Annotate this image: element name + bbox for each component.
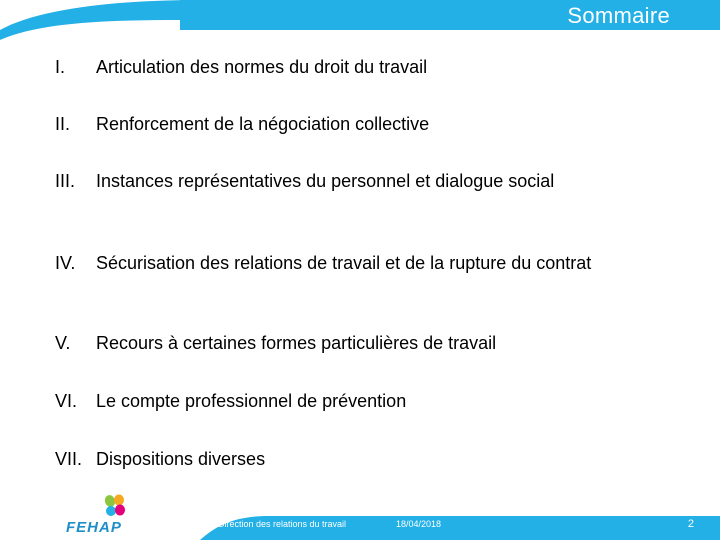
toc-item xyxy=(55,332,645,355)
toc-item-text: Instances représentatives du personnel et dialogue social xyxy=(96,171,555,191)
toc-item xyxy=(55,390,645,413)
toc-item xyxy=(55,252,645,275)
fehap-clover-logo-icon xyxy=(62,492,132,536)
toc-item-text: Recours à certaines formes particulières de travail xyxy=(96,333,497,353)
toc-item-number: VI. xyxy=(55,391,78,411)
toc-item-text: Articulation des normes du droit du travail xyxy=(96,57,428,77)
svg-text:FEHAP: FEHAP xyxy=(66,519,122,536)
slide-title: Sommaire xyxy=(567,3,670,28)
toc-item-text: Sécurisation des relations de travail et de la rupture du contrat xyxy=(96,253,592,273)
toc-item xyxy=(55,448,645,471)
toc-item-text: Dispositions diverses xyxy=(96,449,266,469)
footer-department: Direction des relations du travail xyxy=(218,519,347,529)
toc-item xyxy=(55,56,645,79)
toc-item-number: I. xyxy=(55,57,66,77)
toc-item-number: V. xyxy=(55,333,71,353)
toc-item-number: III. xyxy=(55,171,76,191)
toc-item-text: Renforcement de la négociation collective xyxy=(96,114,430,134)
toc-item-text: Le compte professionnel de prévention xyxy=(96,391,407,411)
toc-item-number: VII. xyxy=(55,449,83,469)
footer-date: 18/04/2018 xyxy=(396,519,442,529)
page-number: 2 xyxy=(687,518,694,530)
toc-item xyxy=(55,113,645,136)
toc-item-number: II. xyxy=(55,114,71,134)
toc-item xyxy=(55,170,645,193)
toc-item-number: IV. xyxy=(55,253,76,273)
